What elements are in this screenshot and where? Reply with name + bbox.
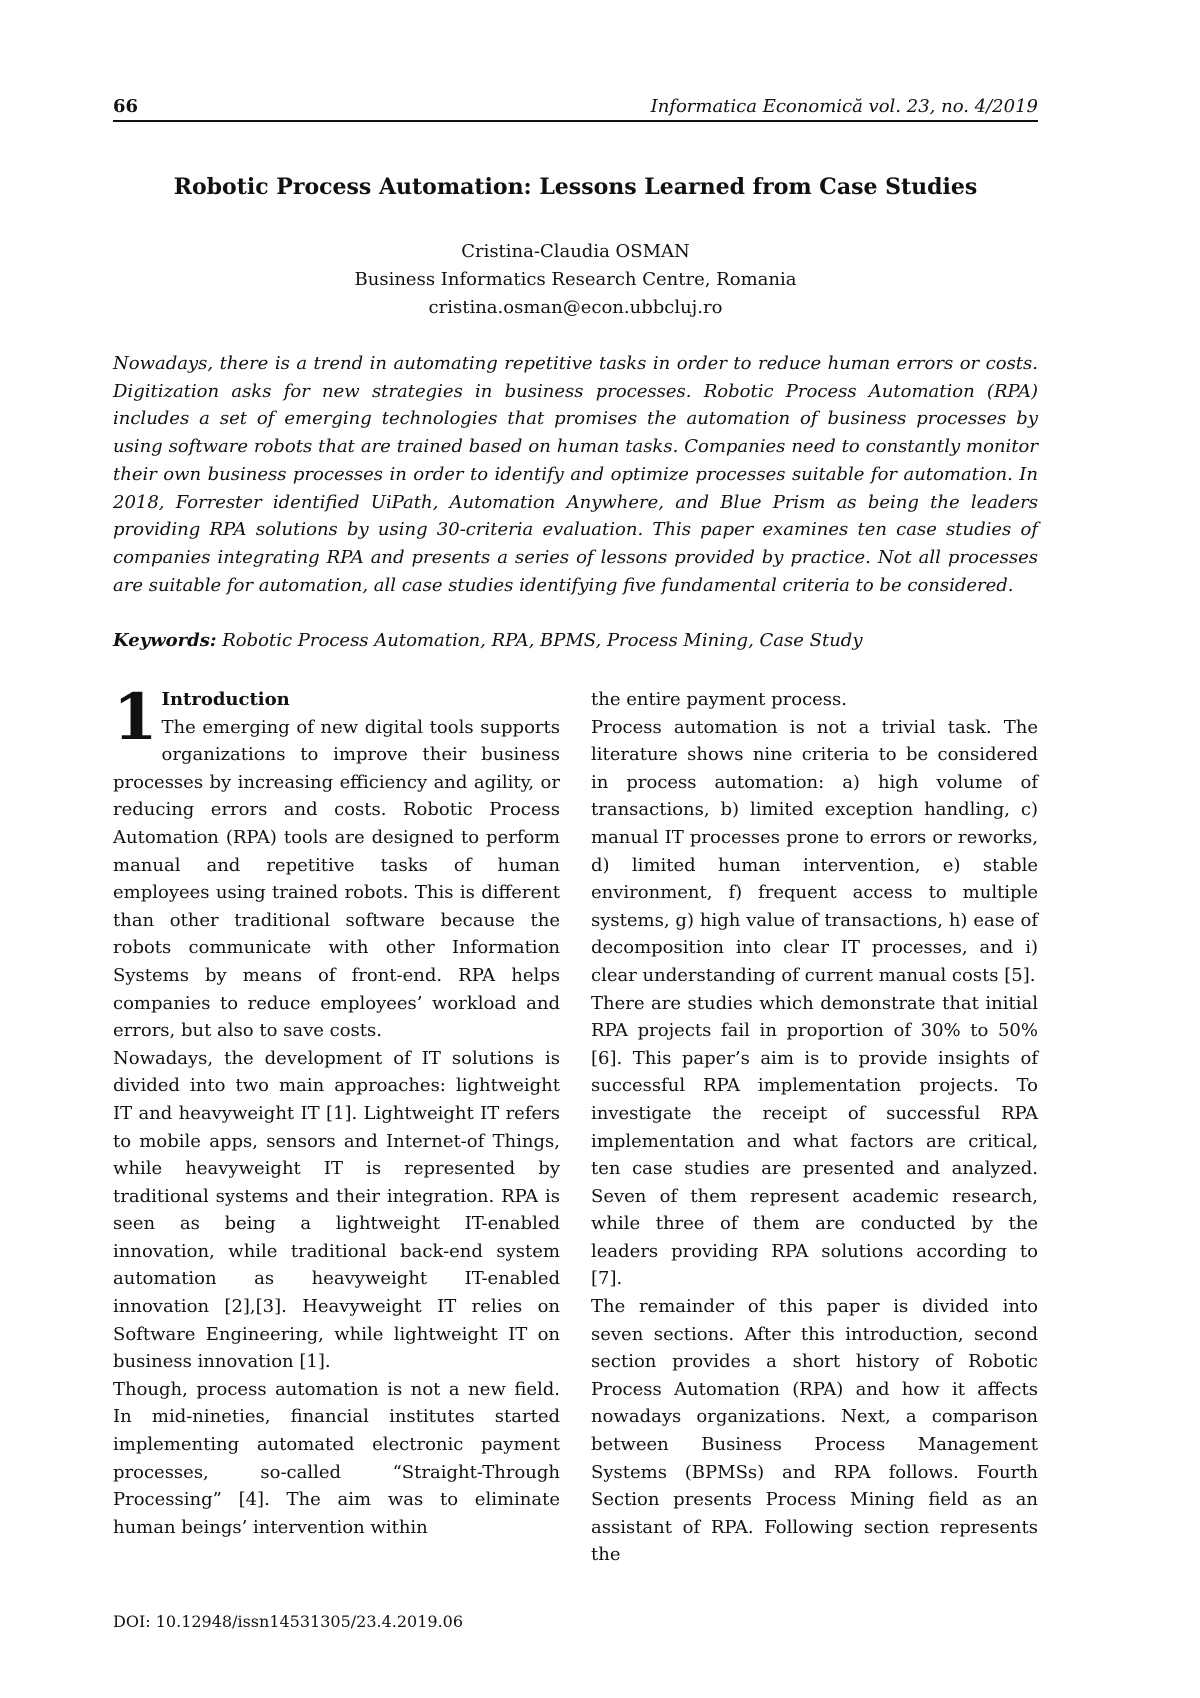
page-number: 66 [113,96,139,117]
abstract: Nowadays, there is a trend in automating repetitive tasks in order to reduce human errors or costs. Digitization asks for new strategies in business processes. Robotic Process Automation (RPA) includes a set of emerging technologies that promises the automation of business processes by using software robots that are trained based on human tasks. Companies need to constantly monitor their own business processes in order to identify and optimize processes suitable for automation. In 2018, Forrester identified UiPath, Automation Anywhere, and Blue Prism as being the leaders providing RPA solutions by using 30-criteria evaluation. This paper examines ten case studies of companies integrating RPA and presents a series of lessons provided by practice. Not all processes are suitable for automation, all case studies identifying five fundamental criteria to be considered. [113,353,1038,596]
author-block [113,238,1038,322]
keywords [113,627,1038,655]
body-paragraph: The remainder of this paper is divided into seven sections. After this introduction, second section provides a short history of Robotic Process Automation (RPA) and how it affects nowadays organizations. Next, a comparison between Business Process Management Systems (BPMSs) and RPA follows. Fourth Section presents Process Mining field as an assistant of RPA. Following section represents the [591,1296,1038,1566]
author-name: Cristina-Claudia OSMAN [461,241,690,262]
keywords-label: Keywords: [113,630,217,651]
body-paragraph: There are studies which demonstrate that initial RPA projects fail in proportion of 30% to 50% [6]. This paper’s aim is to provide insights of successful RPA implementation projects. To investigate the receipt of successful RPA implementation and what factors are critical, ten case studies are presented and analyzed. Seven of them represent academic research, while three of them are conducted by the leaders providing RPA solutions according to [7]. [591,992,1038,1290]
journal-citation: Informatica Economică vol. 23, no. 4/2019 [650,96,1038,117]
section-title: Introduction [161,689,290,710]
body-paragraph: Though, process automation is not a new field. In mid-nineties, financial institutes started implementing automated electronic payment processes, so-called “Straight-Through Processing” [4]. The aim was to eliminate human beings’ intervention within [113,1378,560,1538]
keywords-text: Robotic Process Automation, RPA, BPMS, Process Mining, Case Study [216,630,863,651]
right-column [591,686,1038,1569]
paper-title: Robotic Process Automation: Lessons Learned from Case Studies [173,174,978,200]
body-paragraph: Nowadays, the development of IT solutions is divided into two main approaches: lightweight IT and heavyweight IT [1]. Lightweight IT refers to mobile apps, sensors and Internet-of Things, while heavyweight IT is represented by traditional systems and their integration. RPA is seen as being a lightweight IT-enabled innovation, while traditional back-end system automation as heavyweight IT-enabled innovation [2],[3]. Heavyweight IT relies on Software Engineering, while lightweight IT on business innovation [1]. [113,1047,560,1373]
body-paragraph: the entire payment process. [591,689,847,710]
body-paragraph: Process automation is not a trivial task. The literature shows nine criteria to be considered in process automation: a) high volume of transactions, b) limited exception handling, c) manual IT processes prone to errors or reworks, d) limited human intervention, e) stable environment, f) frequent access to multiple systems, g) high value of transactions, h) ease of decomposition into clear IT processes, and i) clear understanding of current manual costs [5]. [591,716,1038,986]
author-affiliation: Business Informatics Research Centre, Romania [354,269,797,290]
section-intro-paragraph [113,680,560,1045]
doi-footer: DOI: 10.12948/issn14531305/23.4.2019.06 [113,1612,464,1631]
section-number: 1 [113,680,158,755]
body-paragraph: The emerging of new digital tools supports organizations to improve their business processes by increasing efficiency and agility, or reducing errors and costs. Robotic Process Automation (RPA) tools are designed to perform manual and repetitive tasks of human employees using trained robots. This is different than other traditional software because the robots communicate with other Information Systems by means of front-end. RPA helps companies to reduce employees’ workload and errors, but also to save costs. [113,716,560,1042]
left-column [113,680,560,1541]
author-email: cristina.osman@econ.ubbcluj.ro [428,297,723,318]
running-header [113,96,1038,122]
